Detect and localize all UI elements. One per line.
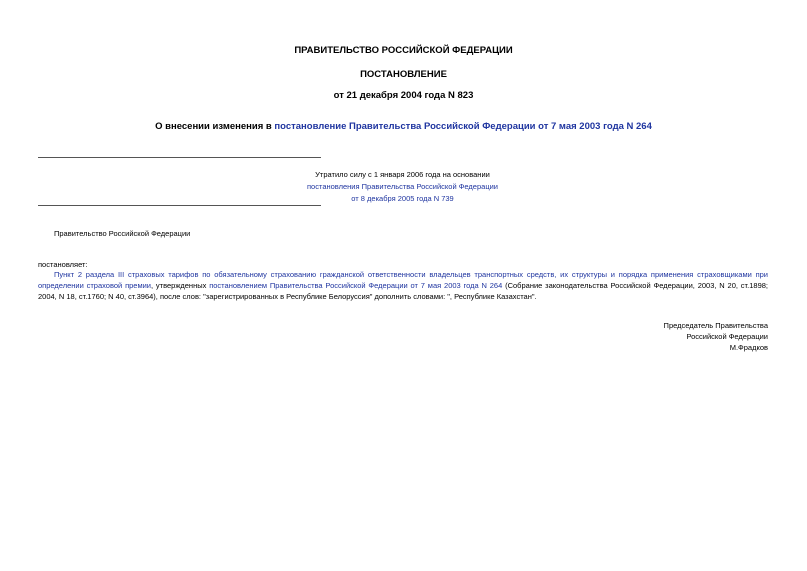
issuing-authority-heading: ПРАВИТЕЛЬСТВО РОССИЙСКОЙ ФЕДЕРАЦИИ bbox=[294, 45, 513, 56]
note-top-divider bbox=[38, 157, 321, 158]
issuer-line: Правительство Российской Федерации bbox=[54, 229, 191, 238]
signatory-name: М.Фрадков bbox=[729, 343, 768, 352]
document-date-number: от 21 декабря 2004 года N 823 bbox=[333, 90, 474, 101]
signatory-position-line2: Российской Федерации bbox=[686, 332, 768, 341]
document-title bbox=[0, 121, 807, 133]
note-bottom-divider bbox=[38, 205, 321, 206]
status-note-link-line1[interactable]: постановления Правительства Российской Федерации bbox=[306, 182, 498, 191]
title-prefix: О внесении изменения в bbox=[155, 121, 275, 132]
body-text-approved: , утвержденных bbox=[151, 281, 210, 290]
resolves-line: постановляет: bbox=[38, 260, 88, 269]
body-link-resolution-264[interactable]: постановлением Правительства Российской Федерации от 7 мая 2003 года N 264 bbox=[209, 281, 503, 290]
signature-block bbox=[664, 320, 768, 353]
title-link-resolution-264[interactable]: постановление Правительства Российской Федерации от 7 мая 2003 года N 264 bbox=[274, 121, 652, 132]
body-text-amendment: (Собрание законодательства Российской Федерации, 2003, N 20, ст.1898; 2004, N 18, ст.1760; N 40, ст.3964), после слов: "зарегистрированных в Республике Белоруссия" дополнить словами: ", Республике Казахстан". bbox=[38, 281, 769, 301]
body-link-tariffs-clause[interactable]: Пункт 2 раздела III страховых тарифов по обязательному страхованию гражданской ответственности владельцев транспортных средств, их структуры и порядка применения страховщиками при определении страховой премии bbox=[38, 270, 768, 290]
resolution-body bbox=[38, 269, 768, 302]
document-type-heading: ПОСТАНОВЛЕНИЕ bbox=[360, 69, 447, 80]
status-note bbox=[210, 169, 595, 205]
status-note-text: Утратило силу с 1 января 2006 года на основании bbox=[315, 170, 490, 179]
status-note-link-line2[interactable]: от 8 декабря 2005 года N 739 bbox=[351, 194, 454, 203]
signatory-position-line1: Председатель Правительства bbox=[663, 321, 768, 330]
